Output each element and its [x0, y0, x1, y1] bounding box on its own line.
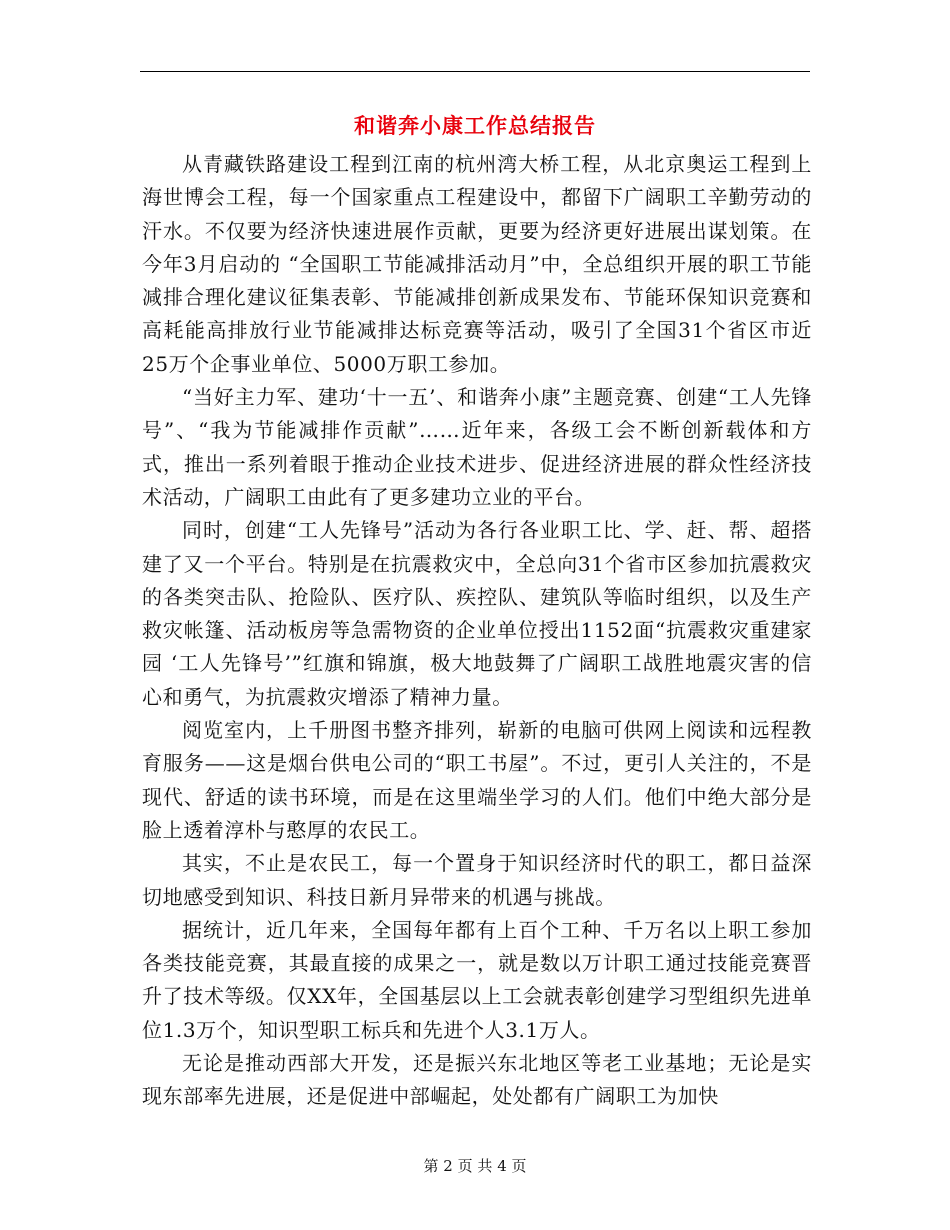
page-footer [140, 1155, 810, 1177]
footer-current-page: 2 [443, 1157, 453, 1175]
paragraph-6: 据统计，近几年来，全国每年都有上百个工种、千万名以上职工参加各类技能竞赛，其最直接的成果之一，就是数以万计职工通过技能竞赛晋升了技术等级。仅XX年，全国基层以上工会就表彰创建学习型组织先进单位1.3万个，知识型职工标兵和先进个人3.1万人。 [142, 917, 812, 1042]
paragraph-4: 阅览室内，上千册图书整齐排列，崭新的电脑可供网上阅读和远程教育服务——这是烟台供电公司的“职工书屋”。不过，更引人关注的，不是现代、舒适的读书环境，而是在这里端坐学习的人们。他们中绝大部分是脸上透着淳朴与憨厚的农民工。 [142, 718, 812, 842]
paragraph-1: 从青藏铁路建设工程到江南的杭州湾大桥工程，从北京奥运工程到上海世博会工程，每一个国家重点工程建设中，都留下广阔职工辛勤劳动的汗水。不仅要为经济快速进展作贡献，更要为经济更好进展出谋划策。在今年3月启动的 “全国职工节能减排活动月”中，全总组织开展的职工节能减排合理化建议征集表彰、节能减排创新成果发布、节能环保知识竞赛和高耗能高排放行业节能减排达标竞赛等活动，吸引了全国31个省区市近25万个企事业单位、5000万职工参加。 [142, 152, 812, 376]
paragraph-3: 同时，创建“工人先锋号”活动为各行各业职工比、学、赶、帮、超搭建了又一个平台。特别是在抗震救灾中，全总向31个省市区参加抗震救灾的各类突击队、抢险队、医疗队、疾控队、建筑队等临时组织，以及生产救灾帐篷、活动板房等急需物资的企业单位授出1152面“抗震救灾重建家园 ‘工人先锋号’”红旗和锦旗，极大地鼓舞了广阔职工战胜地震灾害的信心和勇气，为抗震救灾增添了精神力量。 [142, 518, 812, 709]
document-title: 和谐奔小康工作总结报告 [354, 113, 596, 138]
footer-total-pages: 4 [497, 1157, 507, 1175]
footer-label-total: 共 [477, 1157, 493, 1175]
footer-label-page-unit: 页 [457, 1157, 473, 1175]
paragraph-2: “当好主力军、建功‘十一五’、和谐奔小康”主题竞赛、创建“工人先锋号”、“我为节能减排作贡献”……近年来，各级工会不断创新载体和方式，推出一系列着眼于推动企业技术进步、促进经济进展的群众性经济技术活动，广阔职工由此有了更多建功立业的平台。 [142, 385, 812, 509]
footer-label-page: 第 [423, 1157, 439, 1175]
footer-label-total-unit: 页 [511, 1157, 527, 1175]
header-rule [140, 71, 810, 72]
paragraph-5: 其实，不止是农民工，每一个置身于知识经济时代的职工，都日益深切地感受到知识、科技日新月异带来的机遇与挑战。 [142, 851, 812, 909]
paragraph-7: 无论是推动西部大开发，还是振兴东北地区等老工业基地；无论是实现东部率先进展，还是促进中部崛起，处处都有广阔职工为加快 [142, 1051, 812, 1109]
document-body [142, 148, 812, 1114]
